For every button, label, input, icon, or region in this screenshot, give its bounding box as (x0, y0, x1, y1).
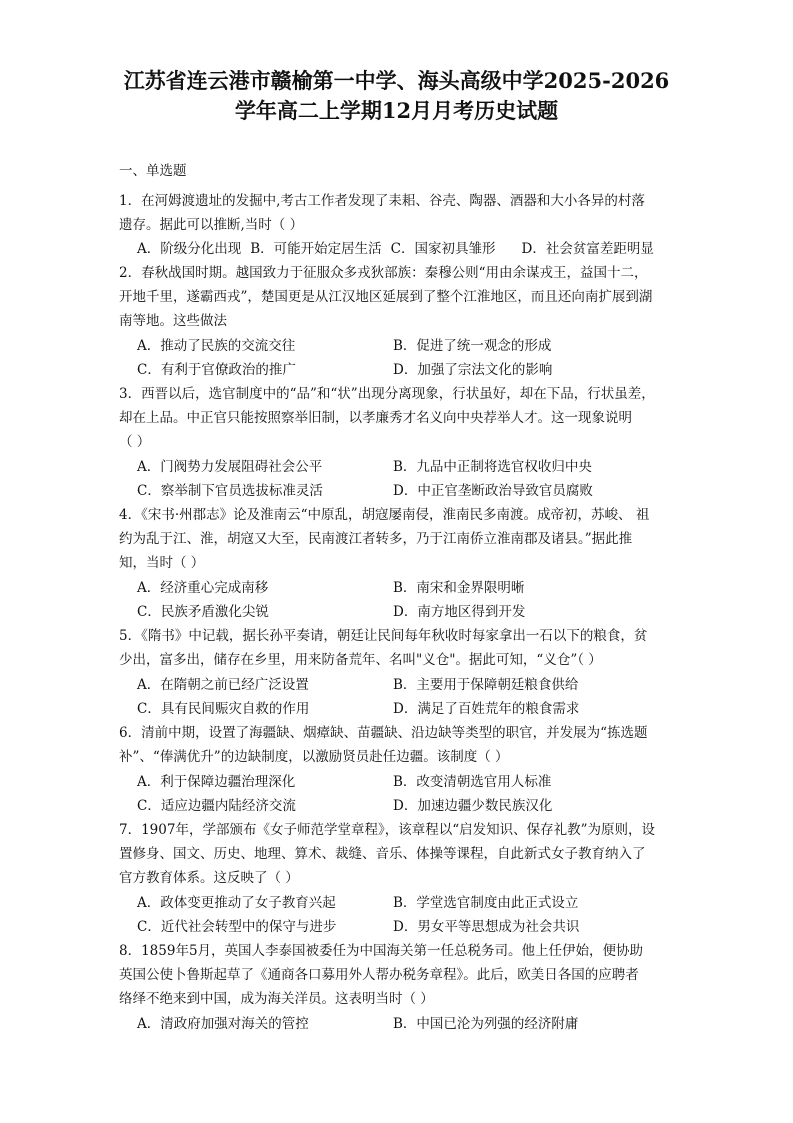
option-a[interactable]: A．在隋朝之前已经广泛设置 (137, 677, 309, 693)
question-text-line: 遗存。据此可以推断,当时（ ） (119, 217, 304, 233)
option-b[interactable]: B．南宋和金界限明晰 (393, 580, 525, 596)
option-a[interactable]: A．经济重心完成南移 (137, 580, 269, 596)
question-text-line: 8．1859年5月，英国人李泰国被委任为中国海关第一任总税务司。他上任伊始，便协助 (119, 943, 644, 959)
question-text-line: 7．1907年，学部颁布《女子师范学堂章程》，该章程以“启发知识、保存礼教”为原则，设 (119, 822, 655, 838)
question-text-line: 3．西晋以后，选官制度中的“品”和“状”出现分离现象，行状虽好，却在下品，行状虽差， (119, 386, 655, 402)
question-3 (119, 382, 679, 454)
question-text-line: 5．《隋书》中记载，据长孙平奏请，朝廷让民间每年秋收时每家拿出一石以下的粮食，贫 (119, 628, 648, 644)
option-d[interactable]: D．加强了宗法文化的影响 (393, 362, 553, 378)
question-4-options (137, 576, 682, 624)
option-d[interactable]: D．社会贫富差距明显 (521, 241, 654, 257)
question-text-line: 络绎不绝来到中国，成为海关洋员。这表明当时（ ） (119, 991, 434, 1007)
question-5-options (137, 673, 682, 721)
question-6 (119, 721, 679, 769)
exam-title-line-2: 学年高二上学期12月月考历史试题 (234, 98, 559, 123)
question-text-line: （ ） (119, 434, 151, 450)
option-a[interactable]: A．门阀势力发展阻碍社会公平 (137, 459, 323, 475)
question-text-line: 英国公使卜鲁斯起草了《通商各口募用外人帮办税务章程》。此后，欧美日各国的应聘者 (119, 967, 639, 983)
option-d[interactable]: D．满足了百姓荒年的粮食需求 (393, 701, 580, 717)
option-c[interactable]: C．适应边疆内陆经济交流 (137, 798, 296, 814)
option-b[interactable]: B．促进了统一观念的形成 (393, 338, 552, 354)
question-5 (119, 624, 679, 672)
question-text-line: 官方教育体系。这反映了（ ） (119, 870, 299, 886)
question-8 (119, 939, 679, 1011)
question-7 (119, 818, 679, 890)
question-text-line: 少出，富多出，储存在乡里，用来防备荒年、名叫"义仓"。据此可知，“义仓”（ ） (119, 652, 602, 668)
option-c[interactable]: C．近代社会转型中的保守与进步 (137, 919, 337, 935)
option-a[interactable]: A．政体变更推动了女子教育兴起 (137, 895, 336, 911)
option-a[interactable]: A．清政府加强对海关的管控 (137, 1016, 309, 1032)
question-2-options (137, 334, 682, 382)
question-text-line: 4．《宋书·州郡志》论及淮南云“中原乱，胡寇屡南侵，淮南民多南渡。成帝初，苏峻、 祖 (119, 507, 650, 523)
option-a[interactable]: A．利于保障边疆治理深化 (137, 774, 296, 790)
question-4 (119, 503, 679, 575)
option-d[interactable]: D．男女平等思想成为社会共识 (393, 919, 580, 935)
question-text-line: 置修身、国文、历史、地理、算术、裁缝、音乐、体操等课程，自此新式女子教育纳入了 (119, 846, 646, 862)
question-text-line: 2．春秋战国时期。越国致力于征服众多戎狄部族：秦穆公则“用由余谋戎王，益国十二， (119, 265, 648, 281)
question-text-line: 约为乱于江、淮，胡寇又大至，民南渡江者转多，乃于江南侨立淮南郡及诸县。”据此推 (119, 531, 633, 547)
option-c[interactable]: C．有利于官僚政治的推广 (137, 362, 296, 378)
question-8-options (137, 1012, 682, 1036)
question-text-line: 开地千里，遂霸西戎”，楚国更是从江汉地区延展到了整个江淮地区，而且还向南扩展到湖 (119, 289, 653, 305)
question-text-line: 南等地。这些做法 (119, 313, 227, 329)
option-b[interactable]: B．改变清朝选官用人标准 (393, 774, 552, 790)
option-a[interactable]: A．推动了民族的交流交往 (137, 338, 296, 354)
option-b[interactable]: B．可能开始定居生活 (250, 241, 382, 257)
exam-title-line-1: 江苏省连云港市赣榆第一中学、海头高级中学2025-2026 (123, 68, 670, 93)
section-heading: 一、单选题 (119, 163, 187, 179)
question-6-options (137, 770, 682, 818)
question-1 (119, 189, 679, 237)
question-text-line: 却在上品。中正官只能按照察举旧制，以孝廉秀才名义向中央荐举人才。这一现象说明 (119, 410, 632, 426)
option-b[interactable]: B．九品中正制将选官权收归中央 (393, 459, 592, 475)
option-c[interactable]: C．民族矛盾激化尖锐 (137, 604, 269, 620)
option-d[interactable]: D．加速边疆少数民族汉化 (393, 798, 553, 814)
question-text-line: 6．清前中期，设置了海疆缺、烟瘴缺、苗疆缺、沿边缺等类型的职官，并发展为“拣选题 (119, 725, 648, 741)
option-d[interactable]: D．中正官垄断政治导致官员腐败 (393, 483, 593, 499)
question-text-line: 知，当时（ ） (119, 555, 205, 571)
option-d[interactable]: D．南方地区得到开发 (393, 604, 526, 620)
option-b[interactable]: B．主要用于保障朝廷粮食供给 (393, 677, 579, 693)
option-b[interactable]: B．学堂选官制度由此正式设立 (393, 895, 579, 911)
option-c[interactable]: C．具有民间赈灾自救的作用 (137, 701, 310, 717)
question-text-line: 1．在河姆渡遗址的发掘中,考古工作者发现了耒耜、谷壳、陶器、酒器和大小各异的村落 (119, 193, 645, 209)
option-a[interactable]: A．阶级分化出现 (137, 241, 242, 257)
question-text-line: 补”、“俸满优升”的边缺制度，以激励贤员赴任边疆。该制度（ ） (119, 749, 509, 765)
option-b[interactable]: B．中国已沦为列强的经济附庸 (393, 1016, 579, 1032)
question-1-options (137, 237, 682, 261)
option-c[interactable]: C．察举制下官员选拔标准灵活 (137, 483, 323, 499)
question-2 (119, 261, 679, 333)
question-7-options (137, 891, 682, 939)
question-3-options (137, 455, 682, 503)
option-c[interactable]: C．国家初具雏形 (390, 241, 496, 257)
